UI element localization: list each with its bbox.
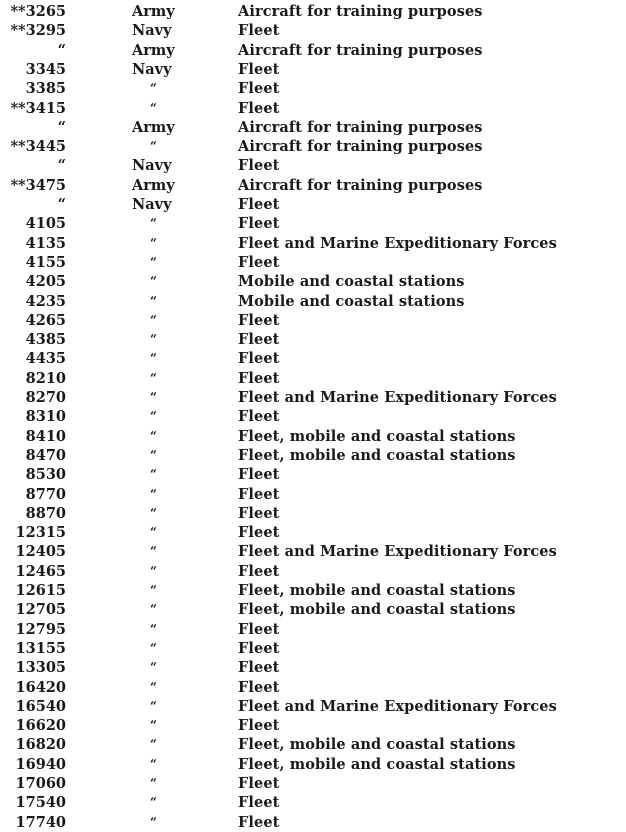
table-row — [0, 504, 626, 523]
use-cell: Fleet — [238, 466, 280, 484]
use-cell: Aircraft for training purposes — [238, 118, 483, 136]
frequency-cell: 16540 — [15, 697, 66, 715]
frequency-cell: 16620 — [15, 717, 66, 735]
frequency-cell: **3265 — [10, 3, 66, 20]
table-row — [0, 658, 626, 677]
table-row — [0, 639, 626, 658]
service-cell: “ — [150, 370, 157, 385]
use-cell: Fleet — [238, 524, 280, 542]
frequency-cell: 17540 — [15, 794, 66, 812]
table-row — [0, 523, 626, 542]
frequency-cell: 12405 — [15, 543, 66, 561]
table-row — [0, 234, 626, 253]
table-row — [0, 79, 626, 98]
use-cell: Fleet — [238, 775, 280, 792]
use-cell: Fleet — [238, 639, 280, 657]
table-row — [0, 562, 626, 581]
table-row — [0, 118, 626, 137]
use-cell: Fleet — [238, 196, 280, 213]
frequency-cell: 12315 — [15, 524, 66, 542]
service-cell: “ — [150, 718, 157, 733]
use-cell: Fleet — [238, 331, 280, 349]
frequency-cell: **3295 — [10, 22, 66, 40]
use-cell: Aircraft for training purposes — [238, 138, 483, 156]
frequency-cell: “ — [57, 118, 66, 136]
use-cell: Fleet — [238, 311, 280, 329]
service-cell: “ — [150, 390, 157, 404]
use-cell: Fleet, mobile and coastal stations — [238, 736, 516, 754]
table-row — [0, 349, 626, 368]
table-row — [0, 60, 626, 79]
service-cell: “ — [150, 351, 157, 366]
frequency-cell: 8270 — [25, 389, 66, 406]
use-cell: Aircraft for training purposes — [238, 176, 483, 194]
use-cell: Fleet — [238, 678, 280, 696]
service-cell: “ — [150, 467, 157, 482]
use-cell: Fleet — [238, 60, 280, 78]
use-cell: Fleet — [238, 620, 280, 638]
service-cell: “ — [150, 583, 157, 597]
frequency-cell: “ — [57, 157, 66, 175]
frequency-cell: “ — [57, 41, 66, 59]
table-row — [0, 407, 626, 426]
table-row — [0, 755, 626, 774]
use-cell: Fleet — [238, 22, 280, 40]
table-row — [0, 137, 626, 156]
service-cell: “ — [150, 293, 157, 308]
service-cell: Army — [132, 41, 175, 59]
table-row — [0, 465, 626, 484]
table-row — [0, 542, 626, 561]
table-row — [0, 2, 626, 21]
use-cell: Fleet — [238, 99, 280, 117]
table-row — [0, 813, 626, 832]
table-row — [0, 620, 626, 639]
use-cell: Fleet, mobile and coastal stations — [238, 755, 516, 773]
table-row — [0, 214, 626, 233]
table-row — [0, 678, 626, 697]
service-cell: “ — [150, 698, 157, 713]
frequency-cell: **3445 — [10, 138, 66, 156]
service-cell: “ — [150, 525, 157, 540]
frequency-cell: 4385 — [25, 331, 66, 349]
service-cell: “ — [150, 814, 157, 829]
table-row — [0, 600, 626, 619]
service-cell: “ — [150, 640, 157, 655]
frequency-cell: 4205 — [25, 273, 66, 291]
use-cell: Fleet — [238, 157, 280, 175]
service-cell: “ — [150, 428, 157, 443]
table-row — [0, 156, 626, 175]
service-cell: “ — [150, 660, 157, 675]
service-cell: “ — [150, 776, 157, 790]
table-row — [0, 716, 626, 735]
service-cell: “ — [150, 737, 157, 752]
service-cell: “ — [150, 332, 157, 347]
service-cell: “ — [150, 602, 157, 617]
service-cell: “ — [150, 563, 157, 578]
use-cell: Fleet — [238, 562, 280, 580]
service-cell: “ — [150, 679, 157, 694]
frequency-cell: 17740 — [15, 813, 66, 831]
service-cell: “ — [150, 756, 157, 771]
table-row — [0, 176, 626, 195]
frequency-cell: 8870 — [25, 504, 66, 522]
service-cell: Navy — [132, 22, 172, 40]
service-cell: “ — [150, 235, 157, 250]
use-cell: Mobile and coastal stations — [238, 292, 465, 310]
use-cell: Fleet — [238, 369, 280, 387]
table-row — [0, 793, 626, 812]
use-cell: Fleet and Marine Expeditionary Forces — [238, 543, 557, 561]
service-cell: “ — [150, 139, 157, 154]
frequency-cell: 8410 — [25, 427, 66, 445]
use-cell: Aircraft for training purposes — [238, 3, 483, 20]
service-cell: “ — [150, 216, 157, 231]
frequency-cell: 12705 — [15, 601, 66, 619]
use-cell: Fleet, mobile and coastal stations — [238, 601, 516, 619]
table-row — [0, 388, 626, 407]
table-row — [0, 292, 626, 311]
frequency-cell: 4265 — [25, 311, 66, 329]
service-cell: “ — [150, 274, 157, 289]
table-row — [0, 253, 626, 272]
frequency-cell: 12795 — [15, 620, 66, 638]
frequency-cell: 8770 — [25, 485, 66, 503]
frequency-cell: **3475 — [10, 176, 66, 194]
use-cell: Fleet — [238, 504, 280, 522]
frequency-cell: 8210 — [25, 369, 66, 387]
use-cell: Fleet — [238, 253, 280, 271]
frequency-cell: 8470 — [25, 446, 66, 464]
frequency-cell: 4105 — [25, 215, 66, 233]
table-row — [0, 427, 626, 446]
use-cell: Fleet — [238, 813, 280, 831]
frequency-cell: 4155 — [25, 253, 66, 271]
service-cell: Navy — [132, 196, 172, 213]
table-row — [0, 774, 626, 793]
service-cell: “ — [150, 254, 157, 269]
service-cell: Army — [132, 176, 175, 194]
table-row — [0, 311, 626, 330]
table-row — [0, 195, 626, 214]
use-cell: Fleet — [238, 408, 280, 426]
service-cell: “ — [150, 795, 157, 810]
service-cell: “ — [150, 100, 157, 115]
frequency-cell: 8310 — [25, 408, 66, 426]
service-cell: “ — [150, 312, 157, 327]
table-row — [0, 485, 626, 504]
service-cell: “ — [150, 81, 157, 96]
frequency-cell: 17060 — [15, 775, 66, 792]
use-cell: Mobile and coastal stations — [238, 273, 465, 291]
use-cell: Fleet, mobile and coastal stations — [238, 582, 516, 599]
use-cell: Fleet — [238, 350, 280, 368]
frequency-cell: 13155 — [15, 639, 66, 657]
table-row — [0, 21, 626, 40]
frequency-cell: 4435 — [25, 350, 66, 368]
service-cell: “ — [150, 486, 157, 501]
use-cell: Fleet and Marine Expeditionary Forces — [238, 697, 557, 715]
table-row — [0, 99, 626, 118]
table-row — [0, 446, 626, 465]
use-cell: Aircraft for training purposes — [238, 41, 483, 59]
service-cell: “ — [150, 544, 157, 559]
frequency-cell: **3415 — [10, 99, 66, 117]
use-cell: Fleet — [238, 485, 280, 503]
use-cell: Fleet — [238, 659, 280, 677]
table-row — [0, 581, 626, 600]
frequency-cell: 16820 — [15, 736, 66, 754]
use-cell: Fleet, mobile and coastal stations — [238, 446, 516, 464]
use-cell: Fleet and Marine Expeditionary Forces — [238, 234, 557, 252]
frequency-cell: 8530 — [25, 466, 66, 484]
frequency-cell: 4235 — [25, 292, 66, 310]
service-cell: Army — [132, 3, 175, 20]
table-row — [0, 697, 626, 716]
service-cell: Army — [132, 118, 175, 136]
table-row — [0, 272, 626, 291]
service-cell: “ — [150, 505, 157, 520]
use-cell: Fleet — [238, 80, 280, 98]
frequency-cell: 4135 — [25, 234, 66, 252]
frequency-cell: 3385 — [25, 80, 66, 98]
service-cell: “ — [150, 409, 157, 424]
frequency-cell: 16940 — [15, 755, 66, 773]
use-cell: Fleet — [238, 717, 280, 735]
service-cell: “ — [150, 447, 157, 462]
service-cell: “ — [150, 621, 157, 636]
service-cell: Navy — [132, 157, 172, 175]
frequency-cell: 12615 — [15, 582, 66, 599]
table-row — [0, 735, 626, 754]
frequency-cell: 16420 — [15, 678, 66, 696]
table-row — [0, 41, 626, 60]
frequency-cell: 3345 — [25, 60, 66, 78]
use-cell: Fleet and Marine Expeditionary Forces — [238, 389, 557, 406]
use-cell: Fleet — [238, 215, 280, 233]
frequency-cell: 13305 — [15, 659, 66, 677]
frequency-cell: 12465 — [15, 562, 66, 580]
use-cell: Fleet, mobile and coastal stations — [238, 427, 516, 445]
service-cell: Navy — [132, 60, 172, 78]
frequency-cell: “ — [57, 196, 66, 213]
table-row — [0, 330, 626, 349]
use-cell: Fleet — [238, 794, 280, 812]
table-row — [0, 369, 626, 388]
